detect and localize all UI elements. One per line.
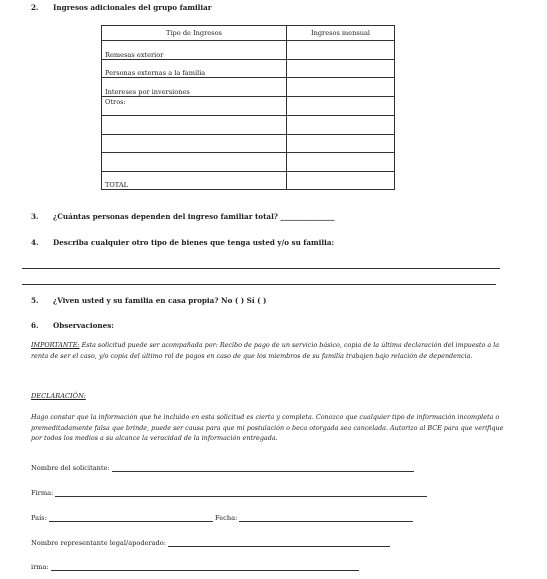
question-4: 4. Describa cualquier otro tipo de bienes que tenga usted y/o su familia: [31, 238, 335, 247]
legal-representative-row: Nombre representante legal/apoderado: [31, 539, 390, 547]
table-row [102, 41, 395, 60]
amount-cell[interactable] [287, 59, 395, 78]
row-label: Personas externas a la familia [102, 59, 287, 78]
signature-field[interactable] [55, 489, 427, 497]
table-row [102, 96, 395, 116]
signature-row: Firma: [31, 489, 427, 497]
section-2-heading: 2. Ingresos adicionales del grupo familiar [31, 3, 212, 12]
amount-cell[interactable] [287, 78, 395, 97]
table-row [102, 78, 395, 97]
table-header-amount: Ingresos mensual [287, 26, 395, 41]
table-row [102, 59, 395, 78]
row-label[interactable] [102, 153, 287, 172]
income-table [101, 25, 395, 190]
question-3: 3. ¿Cuántas personas dependen del ingreso familiar total? _______________ [31, 212, 335, 221]
row-label: Intereses por inversiones [102, 78, 287, 97]
row-label[interactable] [102, 116, 287, 135]
legal-representative-field[interactable] [168, 539, 390, 547]
amount-cell[interactable] [287, 116, 395, 135]
row-label: Remesas exterior [102, 41, 287, 60]
table-row-total [102, 171, 395, 190]
date-field[interactable] [239, 514, 413, 522]
answer-line[interactable] [22, 284, 496, 285]
amount-cell[interactable] [287, 96, 395, 116]
amount-cell[interactable] [287, 153, 395, 172]
table-header-type: Tipo de Ingresos [102, 26, 287, 41]
declaration-text: Hago constar que la información que he incluido en esta solicitud es cierta y completa. Conozco que cualquier tipo de información incompleta o premeditadamente falsa que brinde, puede ser causa para que mi postulación o beca otorgada sea cancelada. Autorizo al BCE para que verifique por todos los medios a su alcance la veracidad de la información entregada. [31, 413, 504, 442]
representative-signature-field[interactable] [51, 563, 359, 571]
representative-signature-row: irma: [31, 563, 359, 571]
table-row [102, 153, 395, 172]
country-date-row: País: Fecha: [31, 514, 413, 522]
total-amount-cell[interactable] [287, 171, 395, 190]
table-header-row [102, 26, 395, 41]
row-label[interactable] [102, 134, 287, 153]
applicant-name-row: Nombre del solicitante: [31, 464, 414, 472]
table-row [102, 116, 395, 135]
table-row [102, 134, 395, 153]
amount-cell[interactable] [287, 41, 395, 60]
row-label: Otros: [102, 96, 287, 116]
answer-line[interactable] [22, 268, 500, 269]
amount-cell[interactable] [287, 134, 395, 153]
question-6: 6. Observaciones: [31, 321, 114, 330]
declaration-title: DECLARACIÓN: [31, 392, 86, 400]
row-label: TOTAL [102, 171, 287, 190]
country-field[interactable] [49, 514, 213, 522]
question-5: 5. ¿Viven usted y su familia en casa propia? No ( ) Sí ( ) [31, 296, 267, 305]
important-note: IMPORTANTE: Esta solicitud puede ser acompañada por: Recibo de pago de un servicio básico, copia de la última declaración del impuesto a la renta de ser el caso, y/o copia del último rol de pagos en caso de que los miembros de su familia trabajen bajo relación de dependencia. [31, 341, 500, 360]
applicant-name-field[interactable] [112, 464, 414, 472]
